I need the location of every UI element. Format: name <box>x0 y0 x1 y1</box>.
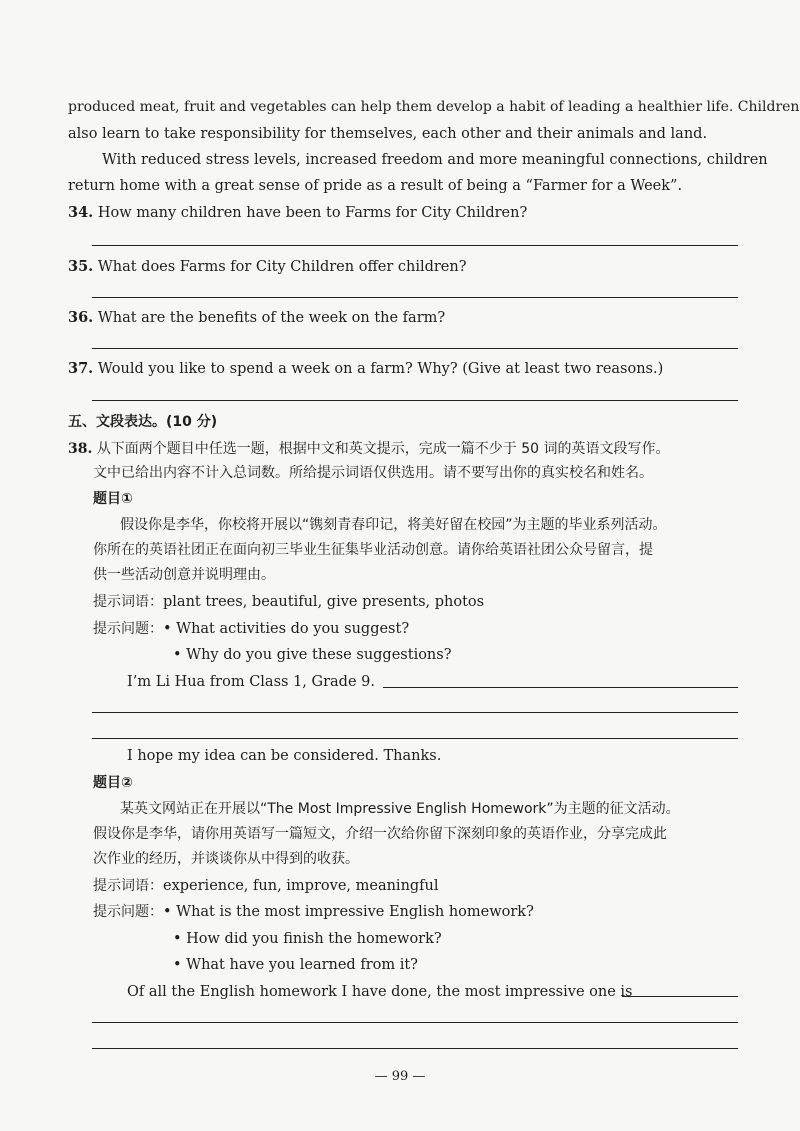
writing-line[interactable] <box>92 1022 738 1023</box>
topic-1-description: 供一些活动创意并说明理由。 <box>93 567 275 583</box>
passage-line: With reduced stress levels, increased freedom and more meaningful connections, children <box>102 152 768 168</box>
topic-2-hint-question: • What have you learned from it? <box>173 957 418 973</box>
writing-line[interactable] <box>383 687 738 688</box>
topic-2-hint-question: • How did you finish the homework? <box>173 931 442 947</box>
topic-2-description: 假设你是李华，请你用英语写一篇短文，介绍一次给你留下深刻印象的英语作业，分享完成此 <box>93 826 667 842</box>
topic-1-description: 假设你是李华，你校将开展以“镌刻青春印记，将美好留在校园”为主题的毕业系列活动。 <box>120 517 667 533</box>
topic-2-description: 某英文网站正在开展以“The Most Impressive English Homework”为主题的征文活动。 <box>120 801 680 817</box>
topic-2-description: 次作业的经历，并谈谈你从中得到的收获。 <box>93 851 359 867</box>
answer-line-35[interactable] <box>92 297 738 298</box>
topic-1-title: 题目① <box>93 491 133 507</box>
writing-line[interactable] <box>92 738 738 739</box>
passage-line: produced meat, fruit and vegetables can help them develop a habit of leading a healthier life. Children <box>68 99 800 115</box>
answer-line-34[interactable] <box>92 245 738 246</box>
topic-1-hint-question: • Why do you give these suggestions? <box>173 647 452 663</box>
writing-line[interactable] <box>622 996 738 997</box>
topic-1-opening: I’m Li Hua from Class 1, Grade 9. <box>127 674 375 690</box>
topic-2-title: 题目② <box>93 775 133 791</box>
topic-1-description: 你所在的英语社团正在面向初三毕业生征集毕业活动创意。请你给英语社团公众号留言，提 <box>93 542 653 558</box>
section-heading: 五、文段表达。(10 分) <box>68 414 218 430</box>
question-36: 36. What are the benefits of the week on the farm? <box>68 309 446 326</box>
topic-2-hint-questions: 提示问题：• What is the most impressive English homework? <box>93 904 534 920</box>
topic-1-hint-words: 提示词语：plant trees, beautiful, give presents, photos <box>93 594 485 610</box>
question-37: 37. Would you like to spend a week on a farm? Why? (Give at least two reasons.) <box>68 360 664 377</box>
page-number: — 99 — <box>374 1069 426 1084</box>
answer-line-36[interactable] <box>92 348 738 349</box>
passage-line: return home with a great sense of pride as a result of being a “Farmer for a Week”. <box>68 178 683 194</box>
topic-2-opening: Of all the English homework I have done, the most impressive one is <box>127 984 633 1000</box>
question-35: 35. What does Farms for City Children offer children? <box>68 258 467 275</box>
writing-line[interactable] <box>92 712 738 713</box>
answer-line-37[interactable] <box>92 400 738 401</box>
passage-line: also learn to take responsibility for themselves, each other and their animals and land. <box>68 126 708 142</box>
question-38-line: 文中已给出内容不计入总词数。所给提示词语仅供选用。请不要写出你的真实校名和姓名。 <box>93 465 653 481</box>
writing-line[interactable] <box>92 1048 738 1049</box>
topic-1-closing: I hope my idea can be considered. Thanks. <box>127 748 442 764</box>
topic-1-hint-questions: 提示问题：• What activities do you suggest? <box>93 621 410 637</box>
topic-2-hint-words: 提示词语：experience, fun, improve, meaningful <box>93 878 439 894</box>
question-34: 34. How many children have been to Farms for City Children? <box>68 204 528 221</box>
question-38-line: 38. 从下面两个题目中任选一题，根据中文和英文提示，完成一篇不少于 50 词的英语文段写作。 <box>68 441 670 457</box>
